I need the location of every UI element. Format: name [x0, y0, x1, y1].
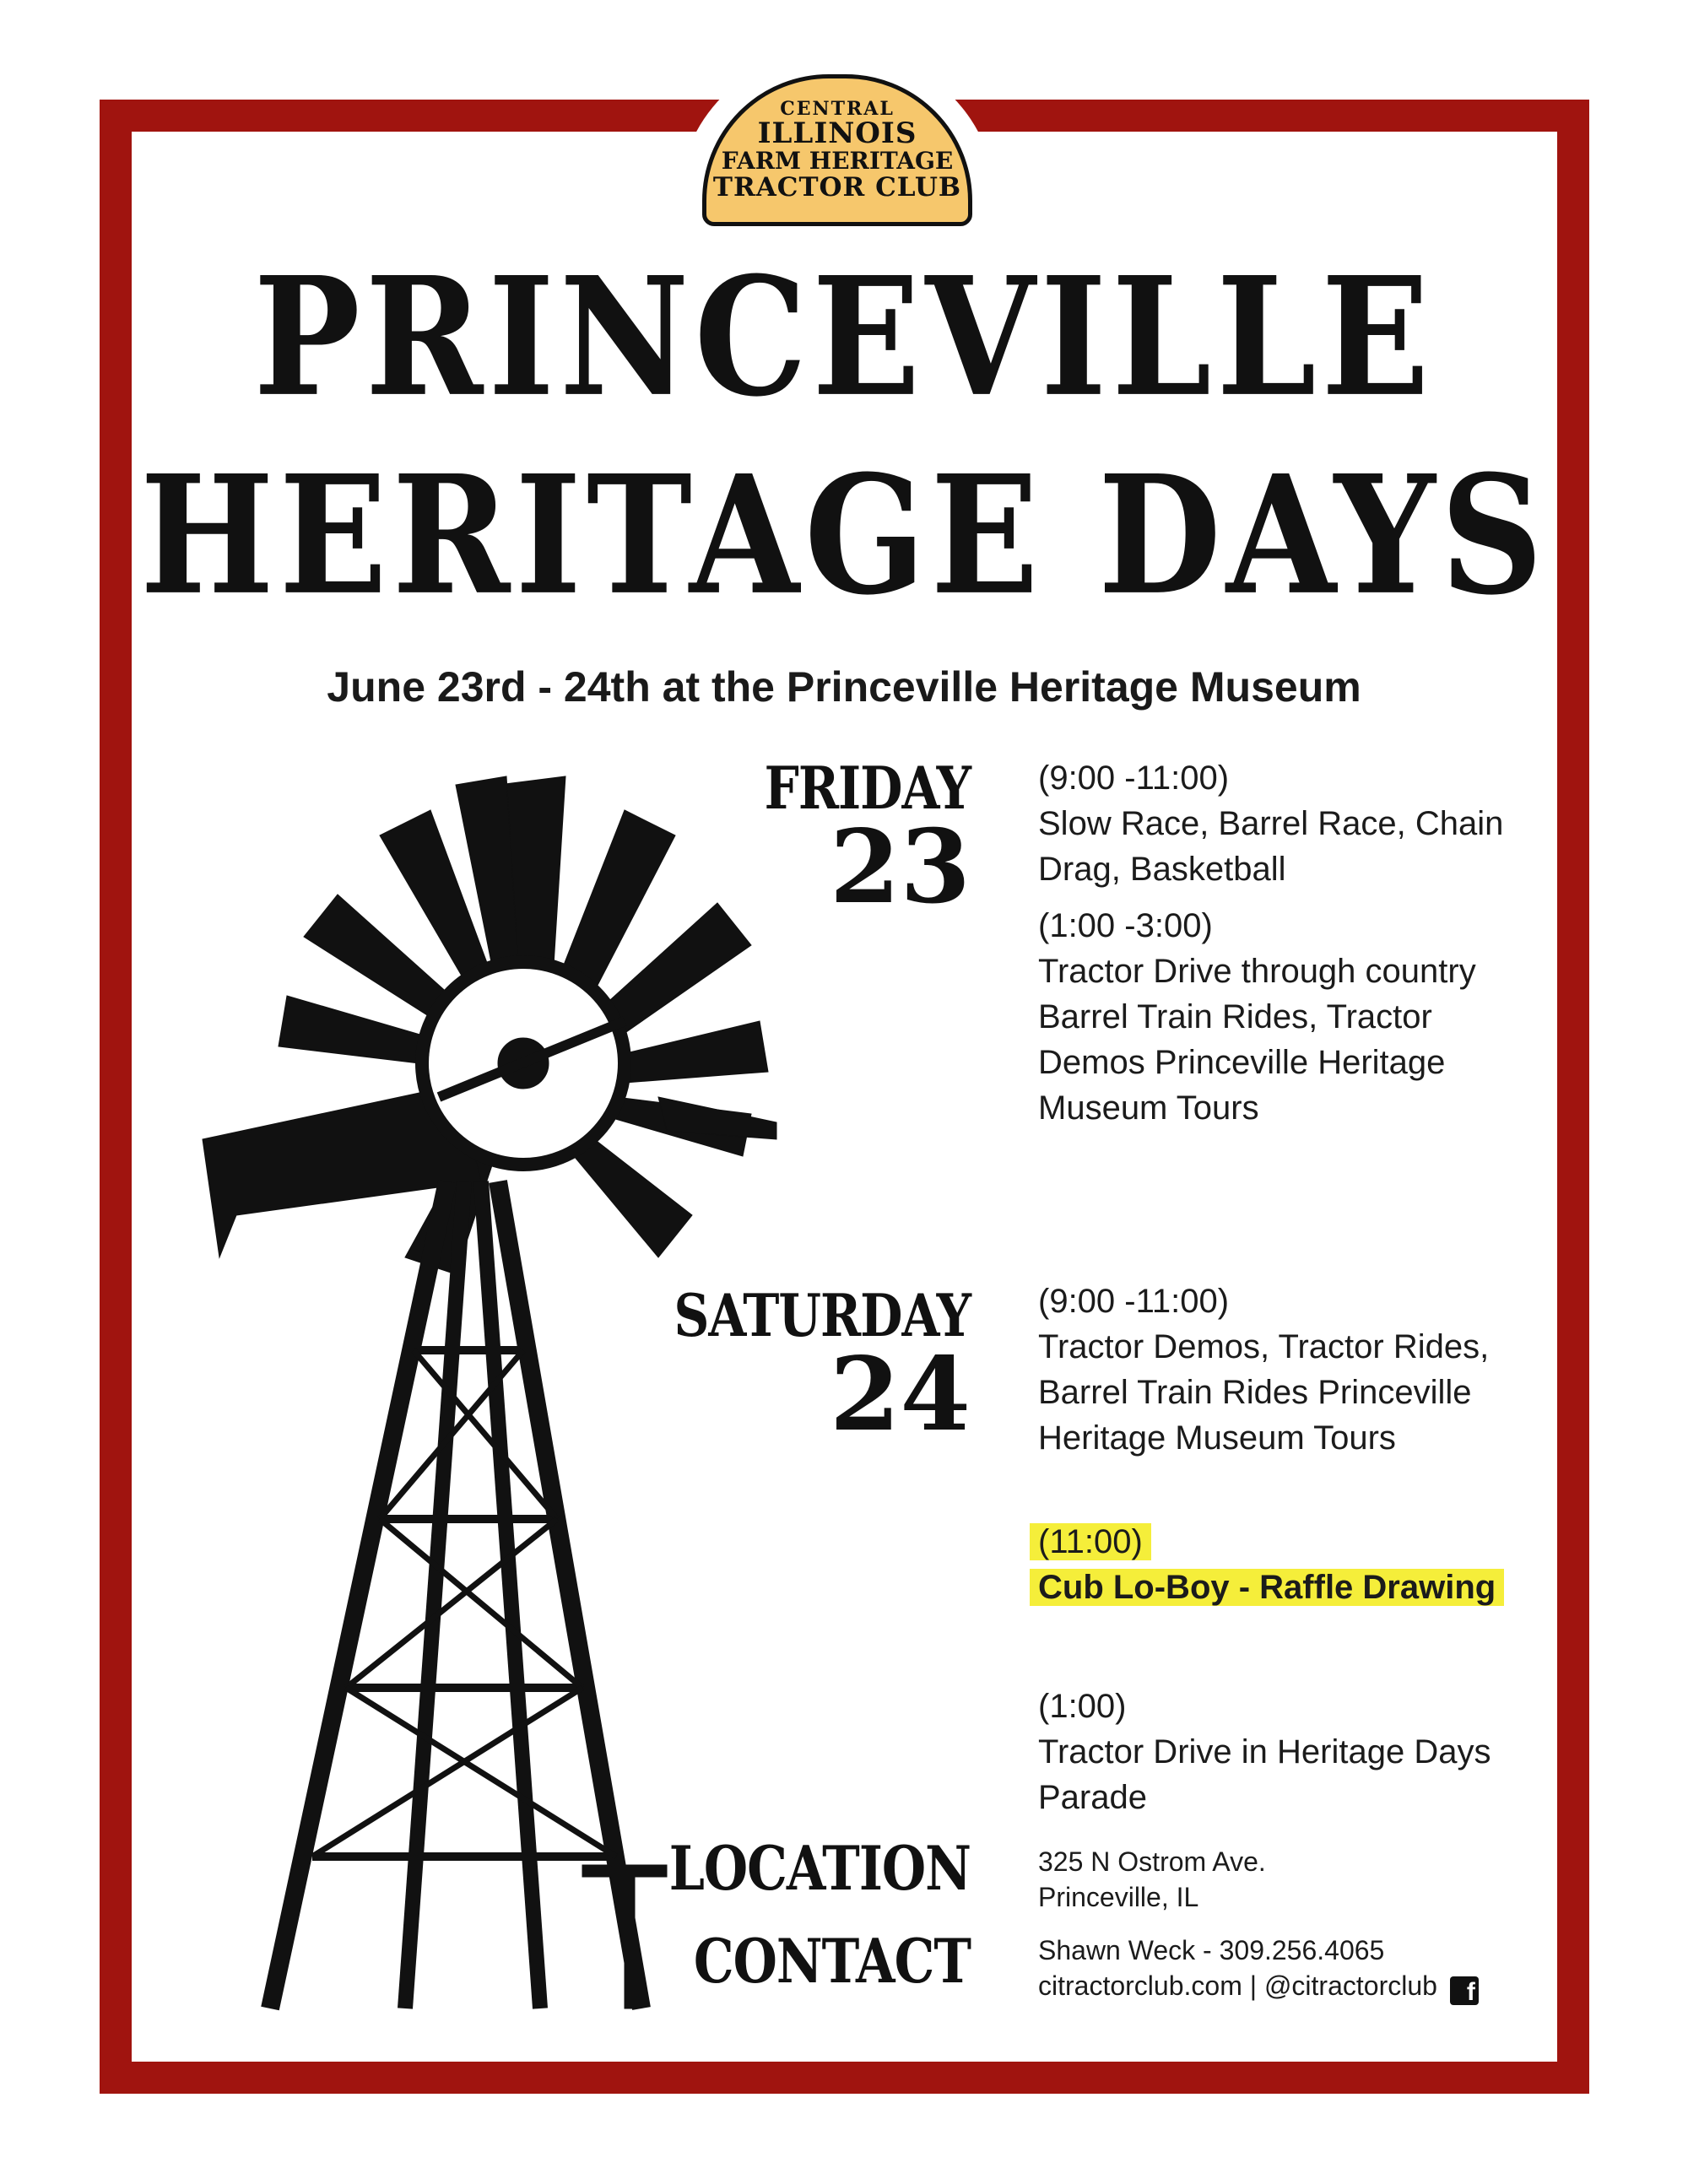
contact-label: CONTACT — [693, 1927, 971, 1997]
contact-phone: Shawn Weck - 309.256.4065 — [1038, 1935, 1385, 1965]
saturday-label-group — [674, 1281, 971, 1454]
saturday-date-number: 24 — [830, 1335, 971, 1454]
friday-block-2 — [1038, 903, 1528, 1131]
club-logo — [685, 59, 989, 241]
logo-line-central: CENTRAL — [780, 97, 895, 120]
logo-line-farm-heritage: FARM HERITAGE — [721, 147, 954, 176]
event-subtitle: June 23rd - 24th at the Princeville Heritage Museum — [327, 663, 1361, 711]
location-label-group — [668, 1834, 971, 1905]
saturday-block-2-highlighted — [1038, 1519, 1528, 1610]
location-city: Princeville, IL — [1038, 1882, 1199, 1912]
contact-web-row — [1038, 1968, 1479, 2005]
friday-block-2-activities: Tractor Drive through country Barrel Train Rides, Tractor Demos Princeville Heritage Museum Tours — [1038, 953, 1476, 1127]
contact-info — [1038, 1933, 1479, 2005]
saturday-block-3-time: (1:00) — [1038, 1688, 1127, 1725]
friday-block-1-time: (9:00 -11:00) — [1038, 760, 1230, 797]
location-address: 325 N Ostrom Ave. — [1038, 1846, 1266, 1877]
location-label: LOCATION — [668, 1834, 971, 1905]
club-logo-badge — [702, 74, 972, 226]
friday-date-number: 23 — [830, 808, 971, 927]
saturday-block-1 — [1038, 1279, 1528, 1461]
location-info — [1038, 1844, 1266, 1915]
title-line-2: HERITAGE DAYS — [139, 439, 1549, 631]
friday-label-group — [764, 754, 971, 927]
title-line-1: PRINCEVILLE — [253, 241, 1435, 433]
saturday-block-3 — [1038, 1684, 1528, 1820]
friday-block-2-time: (1:00 -3:00) — [1038, 907, 1213, 944]
saturday-block-1-activities: Tractor Demos, Tractor Rides, Barrel Train Rides Princeville Heritage Museum Tours — [1038, 1328, 1490, 1457]
friday-block-1-activities: Slow Race, Barrel Race, Chain Drag, Basketball — [1038, 805, 1504, 888]
saturday-block-1-time: (9:00 -11:00) — [1038, 1283, 1230, 1320]
friday-block-1 — [1038, 755, 1528, 892]
saturday-block-2-activities: Cub Lo-Boy - Raffle Drawing — [1030, 1569, 1504, 1606]
logo-line-tractor-club: TRACTOR CLUB — [712, 171, 962, 203]
saturday-block-2-time: (11:00) — [1030, 1523, 1151, 1560]
saturday-block-3-activities: Tractor Drive in Heritage Days Parade — [1038, 1733, 1491, 1816]
facebook-icon[interactable]: f — [1450, 1976, 1479, 2005]
contact-web[interactable]: citractorclub.com | @citractorclub — [1038, 1970, 1437, 2001]
logo-line-illinois: ILLINOIS — [757, 116, 917, 150]
contact-label-group — [693, 1927, 971, 1997]
saturday-day-label: SATURDAY — [674, 1281, 971, 1350]
friday-day-label: FRIDAY — [764, 754, 971, 823]
